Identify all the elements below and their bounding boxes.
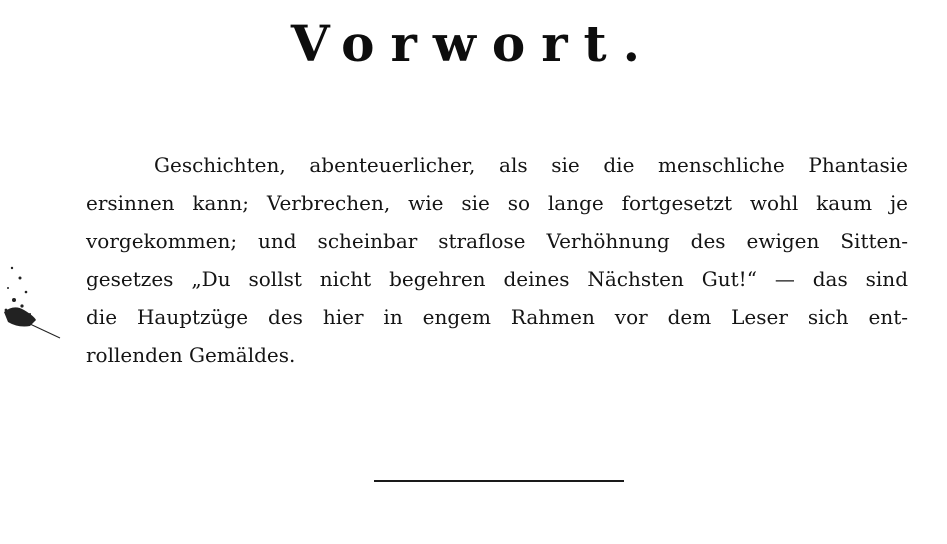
- text-line: vorgekommen; und scheinbar straflose Verhöhnung des ewigen Sitten-: [86, 229, 908, 253]
- preface-paragraph: [86, 146, 908, 374]
- section-divider: [374, 480, 624, 482]
- ink-smudge-decoration: [0, 248, 70, 348]
- text-line: ersinnen kann; Verbrechen, wie sie so lange fortgesetzt wohl kaum je: [86, 191, 908, 215]
- page-title: Vorwort.: [290, 14, 657, 73]
- text-line: rollenden Gemäldes.: [86, 343, 296, 367]
- text-line: gesetzes „Du sollst nicht begehren deines Nächsten Gut!“ — das sind: [86, 267, 908, 291]
- text-line: Geschichten, abenteuerlicher, als sie die menschliche Phantasie: [154, 153, 908, 177]
- text-line: die Hauptzüge des hier in engem Rahmen vor dem Leser sich ent-: [86, 305, 908, 329]
